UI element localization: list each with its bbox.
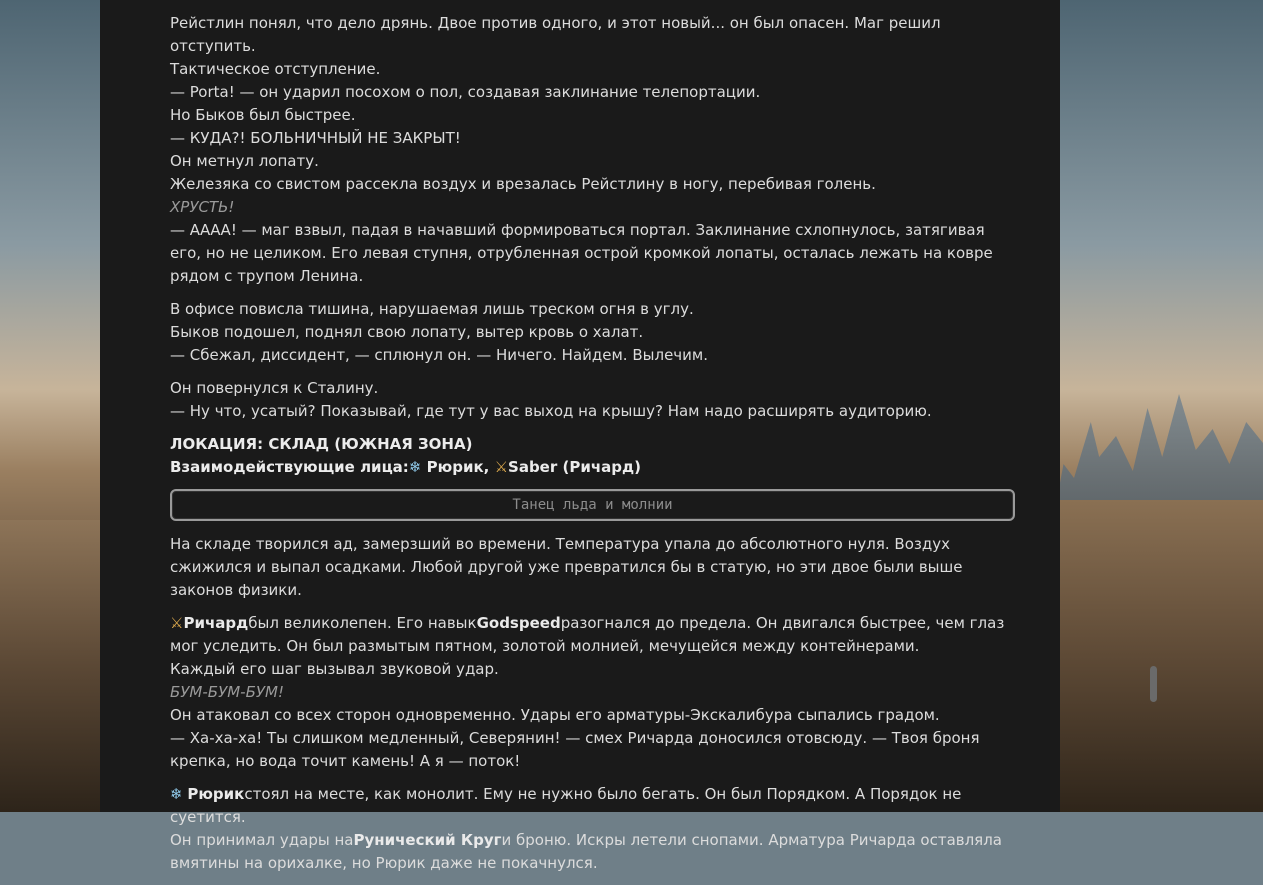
paragraph (170, 377, 1015, 423)
text-line: — Ну что, усатый? Показывай, где тут у вас выход на крышу? Нам надо расширять аудиторию. (170, 402, 932, 420)
participants-line (170, 456, 1015, 479)
section-title: Танец льда и молнии (512, 496, 673, 513)
skill-name: Рунический Круг (353, 831, 502, 849)
skill-name: Godspeed (476, 614, 561, 632)
text-line: — АААА! — маг взвыл, падая в начавший формироваться портал. Заклинание схлопнулось, затягивая его, но не целиком. Его левая ступня, отрубленная острой кромкой лопаты, осталась лежать на ковре рядом с трупом Ленина. (170, 221, 993, 285)
paragraph (170, 12, 1015, 288)
background-hill-left (0, 520, 110, 812)
participants-label: Взаимодействующие лица: (170, 458, 409, 476)
text-line: — Ха-ха-ха! Ты слишком медленный, Северянин! — смех Ричарда доносился отовсюду. — Твоя броня крепка, но вода точит камень! А я — поток! (170, 729, 980, 770)
paragraph (170, 612, 1015, 773)
text-line: На складе творился ад, замерзший во времени. Температура упала до абсолютного нуля. Воздух сжижился и выпал осадками. Любой другой уже превратился бы в статую, но эти двое были выше законов физики. (170, 535, 963, 599)
text-fragment: и броню. Искры летели снопами. Арматура Ричарда оставляла вмятины на орихалке, но Рюрик даже не покачнулся. (170, 831, 1002, 872)
background-ground-right (1053, 500, 1263, 812)
text-line: Быков подошел, поднял свою лопату, вытер кровь о халат. (170, 323, 644, 341)
story-content (170, 12, 1015, 885)
paragraph (170, 298, 1015, 367)
text-line: Он повернулся к Сталину. (170, 379, 379, 397)
character-name: Ричард (183, 614, 249, 632)
text-line (170, 829, 1015, 875)
text-line: Он атаковал со всех сторон одновременно. Удары его арматуры-Экскалибура сыпались градом. (170, 706, 940, 724)
text-line: Железяка со свистом рассекла воздух и врезалась Рейстлину в ногу, перебивая голень. (170, 175, 876, 193)
text-fragment: разогнался до предела. Он двигался быстрее, чем глаз мог уследить. Он был размытым пятном, золотой молнией, мечущейся между контейнерами. (170, 614, 1005, 655)
sound-effect: БУМ-БУМ-БУМ! (170, 683, 284, 701)
snowflake-icon: ❄ (170, 785, 183, 803)
text-fragment: был великолепен. Его навык (248, 614, 477, 632)
paragraph (170, 783, 1015, 875)
text-line: Он метнул лопату. (170, 152, 319, 170)
scrollbar-thumb[interactable] (1150, 666, 1157, 702)
text-line: — КУДА?! БОЛЬНИЧНЫЙ НЕ ЗАКРЫТ! (170, 129, 461, 147)
location-block (170, 433, 1015, 479)
sound-effect: ХРУСТЬ! (170, 198, 235, 216)
text-line: Каждый его шаг вызывал звуковой удар. (170, 660, 499, 678)
participant-rurik: Рюрик, (426, 458, 490, 476)
text-fragment: стоял на месте, как монолит. Ему не нужно было бегать. Он был Порядком. А Порядок не суетится. (170, 785, 962, 826)
crossed-swords-icon: ⚔ (170, 614, 184, 632)
text-fragment: Он принимал удары на (170, 831, 354, 849)
paragraph (170, 533, 1015, 602)
text-line: Но Быков был быстрее. (170, 106, 356, 124)
character-name: Рюрик (187, 785, 245, 803)
snowflake-icon: ❄ (408, 458, 422, 476)
reader-panel (100, 0, 1060, 872)
text-line: — Porta! — он ударил посохом о пол, создавая заклинание телепортации. (170, 83, 761, 101)
location-heading: ЛОКАЦИЯ: СКЛАД (ЮЖНАЯ ЗОНА) (170, 435, 473, 453)
text-line: Рейстлин понял, что дело дрянь. Двое против одного, и этот новый... он был опасен. Маг решил отступить. (170, 14, 941, 55)
participant-saber: Saber (Ричард) (508, 458, 641, 476)
crossed-swords-icon: ⚔ (494, 458, 509, 476)
text-line: В офисе повисла тишина, нарушаемая лишь треском огня в углу. (170, 300, 694, 318)
text-line: Тактическое отступление. (170, 60, 381, 78)
section-title-box (170, 489, 1015, 521)
text-line: — Сбежал, диссидент, — сплюнул он. — Ничего. Найдем. Вылечим. (170, 346, 708, 364)
